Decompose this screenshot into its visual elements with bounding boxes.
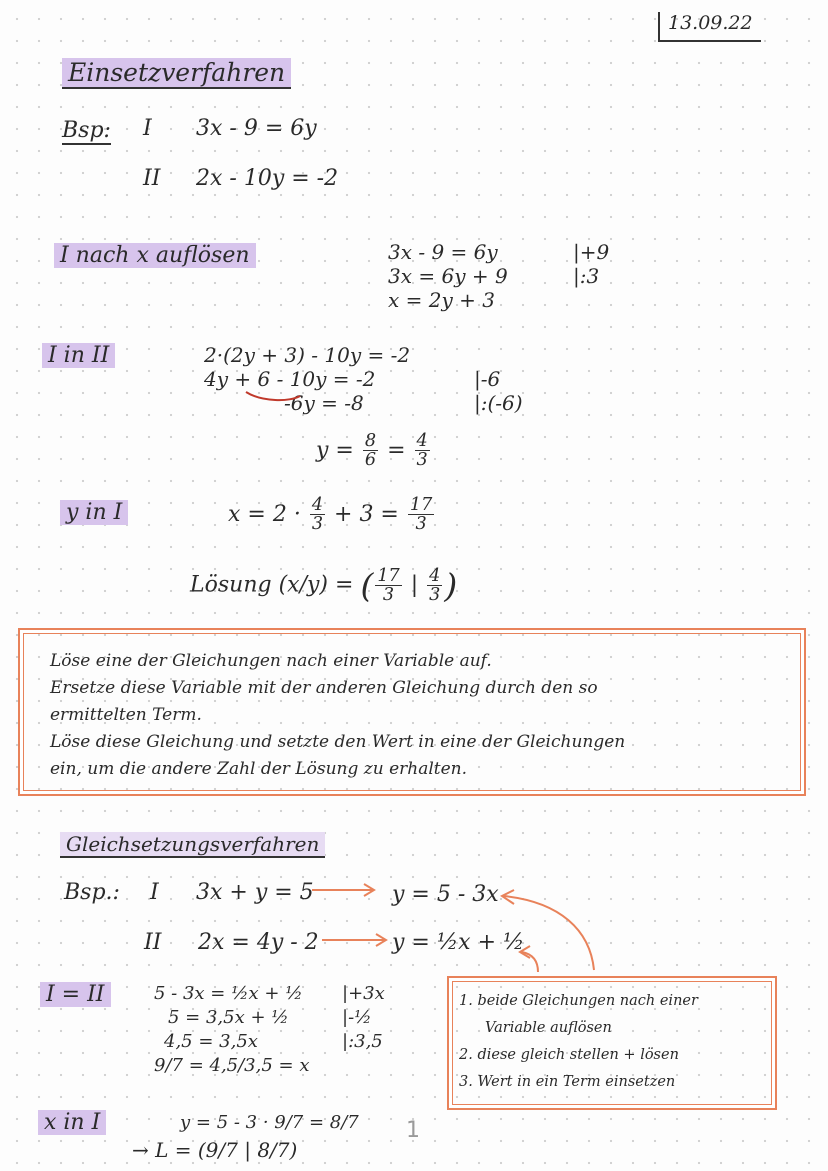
- step-label-text: I = II: [40, 982, 111, 1007]
- calc-op: |:3,5: [342, 1031, 383, 1052]
- bsp-text: Bsp:: [62, 118, 111, 143]
- equation-2-1: 3x + y = 5: [196, 880, 314, 905]
- step-label-text: y in I: [60, 500, 128, 525]
- calc-op: |+9: [573, 240, 610, 264]
- calc-expr: 9/7 = 4,5/3,5 = x: [154, 1055, 310, 1076]
- denominator: 3: [382, 585, 395, 605]
- calc-op: |:(-6): [474, 391, 523, 415]
- calc-op: |:3: [573, 264, 600, 288]
- solution-label: Lösung: [190, 572, 272, 598]
- calc-op: |-6: [474, 367, 501, 391]
- summary-line: ermittelten Term.: [50, 705, 202, 725]
- numerator: 4: [311, 495, 324, 515]
- denominator: 3: [429, 585, 441, 605]
- page-number: 1: [406, 1118, 420, 1143]
- separator: |: [410, 572, 419, 598]
- y-lhs: y =: [316, 437, 354, 463]
- denominator: 3: [415, 514, 427, 535]
- example-label-2: Bsp.:: [64, 880, 120, 905]
- step-label-text: I nach x auflösen: [54, 243, 256, 268]
- calc-line: [154, 982, 385, 1006]
- equation-2-2-roman: II: [144, 930, 162, 955]
- summary-line: ein, um die andere Zahl der Lösung zu erhalten.: [50, 759, 468, 779]
- solution-pair: (x/y): [278, 572, 328, 598]
- steps-line: 1. beide Gleichungen nach einer: [459, 993, 698, 1009]
- step-label-x-in-i: [38, 1110, 106, 1135]
- denominator: 3: [311, 514, 324, 535]
- curve-arrow: [504, 896, 594, 970]
- equals: =: [387, 437, 406, 463]
- summary-line: Ersetze diese Variable mit der anderen Gleichung durch den so: [50, 678, 598, 698]
- calc-op: |+3x: [342, 983, 385, 1004]
- step-calc-2: [154, 982, 385, 1078]
- numerator: 4: [416, 431, 428, 451]
- arrow-icon: →: [132, 1138, 149, 1162]
- title-text: Einsetzverfahren: [62, 58, 291, 89]
- equation-2-1-result: y = 5 - 3x: [392, 882, 499, 907]
- steps-line: 3. Wert in ein Term einsetzen: [459, 1074, 676, 1090]
- denominator: 3: [416, 450, 428, 471]
- numerator: 4: [429, 565, 441, 586]
- y-result-2: y = 5 - 3 · 9/7 = 8/7: [180, 1112, 359, 1133]
- summary-line: Löse diese Gleichung und setzte den Wert in eine der Gleichungen: [50, 732, 626, 752]
- equals: =: [335, 572, 354, 598]
- date: 13.09.22: [658, 12, 761, 42]
- calc-expr: 5 - 3x = ½x + ½: [154, 983, 303, 1004]
- x-lhs: x = 2 ·: [228, 501, 301, 527]
- calc-expr: 4,5 = 3,5x: [164, 1031, 258, 1052]
- denominator: 6: [364, 450, 377, 471]
- steps-line: 2. diese gleich stellen + lösen: [459, 1047, 679, 1063]
- calc-line: [154, 1006, 372, 1030]
- steps-text: [459, 988, 698, 1096]
- title-text: Gleichsetzungsverfahren: [60, 832, 325, 858]
- solution-2: [132, 1138, 297, 1162]
- calc-line: [154, 1054, 310, 1078]
- equation-1-roman: I: [143, 116, 152, 141]
- numerator: 8: [364, 431, 377, 451]
- numerator: 17: [409, 495, 433, 515]
- equation-1: 3x - 9 = 6y: [196, 116, 317, 141]
- calc-line: [154, 1030, 383, 1054]
- x-mid: + 3 =: [334, 501, 399, 527]
- calc-expr: 3x = 6y + 9: [388, 264, 508, 288]
- equation-2-2: 2x = 4y - 2: [198, 930, 319, 955]
- step-label-text: I in II: [42, 343, 115, 368]
- steps-box: [447, 976, 777, 1110]
- equation-2: 2x - 10y = -2: [196, 166, 339, 191]
- step-label-i-equals-ii: [40, 982, 111, 1007]
- calc-expr: 3x - 9 = 6y: [388, 240, 498, 264]
- solution-expr: L = (9/7 | 8/7): [155, 1138, 298, 1162]
- solution-1: Lösung (x/y) = ( $\frac{17}{3}$ | $\frac{4}{3}$ ): [190, 565, 458, 605]
- numerator: 17: [377, 565, 400, 586]
- calc-op: |-½: [342, 1007, 372, 1028]
- equation-2-roman: II: [143, 166, 161, 191]
- steps-line: Variable auflösen: [485, 1020, 612, 1036]
- underline-mark: [246, 392, 300, 400]
- calc-expr: 4y + 6 - 10y = -2: [204, 367, 376, 391]
- calc-expr: x = 2y + 3: [388, 288, 495, 312]
- calc-expr: 2·(2y + 3) - 10y = -2: [204, 343, 411, 367]
- calc-expr: 5 = 3,5x + ½: [168, 1007, 289, 1028]
- equation-2-2-result: y = ½x + ½: [392, 930, 525, 955]
- summary-line: Löse eine der Gleichungen nach einer Variable auf.: [50, 651, 492, 671]
- equation-2-1-roman: I: [150, 880, 159, 905]
- step-label-text: x in I: [38, 1110, 106, 1135]
- calc-expr: -6y = -8: [284, 391, 364, 415]
